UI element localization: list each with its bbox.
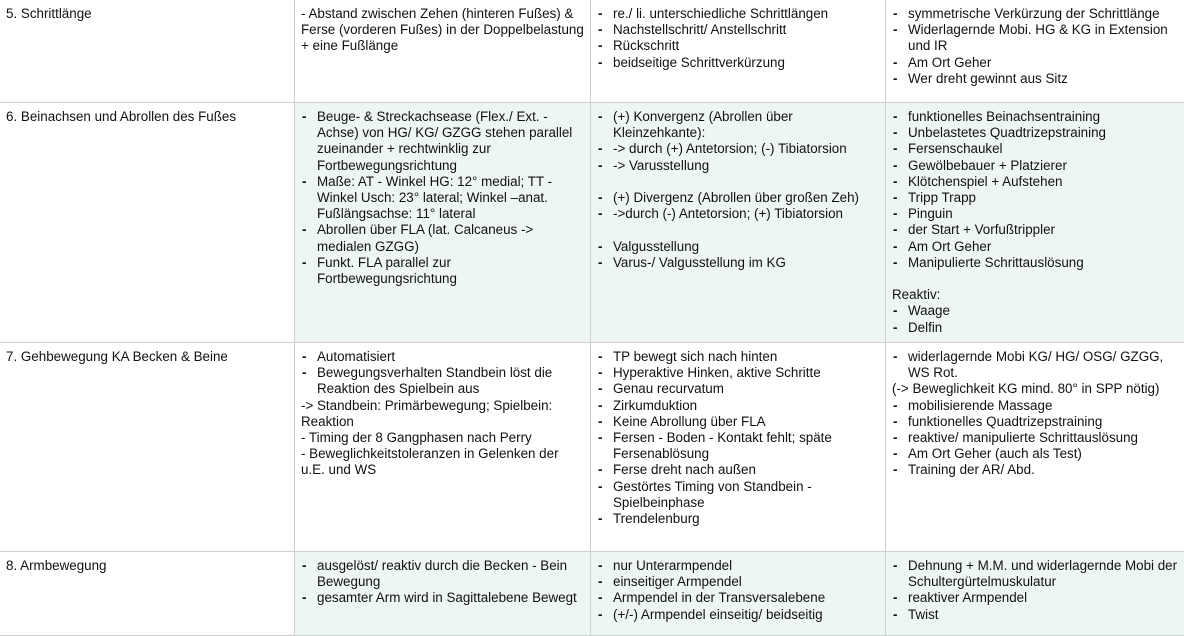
list-item: - symmetrische Verkürzung der Schrittlänge [892,6,1178,22]
list-item: - funktionelles Quadtrizepstraining [892,414,1178,430]
list-item: - beidseitige Schrittverkürzung [597,55,879,71]
list-item: - Timing der 8 Gangphasen nach Perry [301,430,532,446]
list-item: - funktionelles Beinachsentraining [892,109,1178,125]
table-row-armbewegung [0,552,1184,636]
list-item: - Gewölbebauer + Platzierer [892,158,1178,174]
cell-abweichung [591,343,886,552]
spacer [597,222,879,238]
list-item: - Bewegungsverhalten Standbein löst die Reaktion des Spielbein aus [301,365,584,397]
list-item: - Ferse dreht nach außen [597,462,879,478]
cell-therapie [886,343,1184,552]
spacer [892,271,1178,287]
list-item: - TP bewegt sich nach hinten [597,349,879,365]
list-item: - Am Ort Geher (auch als Test) [892,446,1178,462]
list-item: - Dehnung + M.M. und widerlagernde Mobi der Schultergürtelmuskulatur [892,558,1178,590]
list-item: - Pinguin [892,206,1178,222]
list-item: - -> Varusstellung [597,158,879,174]
list-item: - Gestörtes Timing von Standbein - Spielbeinphase [597,479,879,511]
list-item: - Genau recurvatum [597,381,879,397]
list-item: - Beweglichkeitstoleranzen in Gelenken der u.E. und WS [301,446,559,478]
list-item: - Armpendel in der Transversalebene [597,590,879,606]
list-item: - Hyperaktive Hinken, aktive Schritte [597,365,879,381]
list-item: -> Standbein: Primärbewegung; Spielbein: Reaktion [301,397,553,429]
cell-therapie [886,0,1184,103]
list-item: - Widerlagernde Mobi. HG & KG in Extension und IR [892,22,1178,54]
list-item: - Klötchenspiel + Aufstehen [892,174,1178,190]
list-item: - Trendelenburg [597,511,879,527]
list-item: - Fersenschaukel [892,141,1178,157]
cell-abweichung [591,0,886,103]
list-item: - Wer dreht gewinnt aus Sitz [892,71,1178,87]
list-item: - Valgusstellung [597,239,879,255]
list-item: - der Start + Vorfußtrippler [892,222,1178,238]
cell-therapie [886,103,1184,343]
list-item: - (+) Konvergenz (Abrollen über Kleinzehkante): [597,109,879,141]
list-item: - reaktiver Armpendel [892,590,1178,606]
row-heading-cell [0,552,295,636]
row-heading: 6. Beinachsen und Abrollen des Fußes [6,109,237,124]
list-item: - (+) Divergenz (Abrollen über großen Zeh) [597,190,879,206]
table-row-schrittlaenge [0,0,1184,103]
list-item: - reaktive/ manipulierte Schrittauslösung [892,430,1178,446]
list-item: Reaktiv: [892,287,941,303]
list-item: + eine Fußlänge [301,38,399,54]
table-row-beinachsen [0,103,1184,343]
row-heading-cell [0,343,295,552]
cell-abweichung [591,552,886,636]
list-item: - ausgelöst/ reaktiv durch die Becken - Bein Bewegung [301,558,584,590]
list-item: - Varus-/ Valgusstellung im KG [597,255,879,271]
list-item: Ferse (vorderen Fußes) in der Doppelbelastung [301,22,584,38]
list-item: - Keine Abrollung über FLA [597,414,879,430]
list-item: - Funkt. FLA parallel zur Fortbewegungsrichtung [301,255,584,287]
list-item: - Beuge- & Streckachsease (Flex./ Ext. - Achse) von HG/ KG/ GZGG stehen parallel zueinander + rechtwinklig zur Fortbewegungsrichtung [301,109,584,174]
list-item: - Am Ort Geher [892,55,1178,71]
table-row-gehbewegung [0,343,1184,552]
row-heading-cell [0,0,295,103]
list-item: - Training der AR/ Abd. [892,462,1178,478]
list-item: - widerlagernde Mobi KG/ HG/ OSG/ GZGG, WS Rot. [892,349,1178,381]
list-item: - Am Ort Geher [892,239,1178,255]
list-item: - gesamter Arm wird in Sagittalebene Bewegt [301,590,584,606]
list-item: - mobilisierende Massage [892,398,1178,414]
row-heading-cell [0,103,295,343]
list-item: - Abrollen über FLA (lat. Calcaneus -> medialen GZGG) [301,222,584,254]
spacer [597,174,879,190]
list-item: - Zirkumduktion [597,398,879,414]
list-item: - Unbelastetes Quadtrizepstraining [892,125,1178,141]
row-heading: 8. Armbewegung [6,558,107,573]
row-heading: 5. Schrittlänge [6,6,92,21]
list-item: - Waage [892,303,1178,319]
cell-norm [295,343,591,552]
list-item: - re./ li. unterschiedliche Schrittlängen [597,6,879,22]
cell-abweichung [591,103,886,343]
list-item: - Rückschritt [597,38,879,54]
list-item: (-> Beweglichkeit KG mind. 80° in SPP nötig) [892,381,1160,397]
list-item: - Twist [892,607,1178,623]
list-item: - nur Unterarmpendel [597,558,879,574]
list-item: - Nachstellschritt/ Anstellschritt [597,22,879,38]
list-item: - Delfin [892,320,1178,336]
cell-norm [295,552,591,636]
list-item: - einseitiger Armpendel [597,574,879,590]
list-item: - Tripp Trapp [892,190,1178,206]
cell-therapie [886,552,1184,636]
list-item: - Abstand zwischen Zehen (hinteren Fußes) & [301,6,574,21]
list-item: - Fersen - Boden - Kontakt fehlt; späte Fersenablösung [597,430,879,462]
cell-norm [295,103,591,343]
list-item: - (+/-) Armpendel einseitig/ beidseitig [597,607,879,623]
row-heading: 7. Gehbewegung KA Becken & Beine [6,349,228,364]
list-item: - Maße: AT - Winkel HG: 12° medial; TT - Winkel Usch: 23° lateral; Winkel –anat. Fußlängsachse: 11° lateral [301,174,584,223]
list-item: - ->durch (-) Antetorsion; (+) Tibiatorsion [597,206,879,222]
cell-norm [295,0,591,103]
list-item: - -> durch (+) Antetorsion; (-) Tibiatorsion [597,141,879,157]
list-item: - Manipulierte Schrittauslösung [892,255,1178,271]
list-item: - Automatisiert [301,349,584,365]
